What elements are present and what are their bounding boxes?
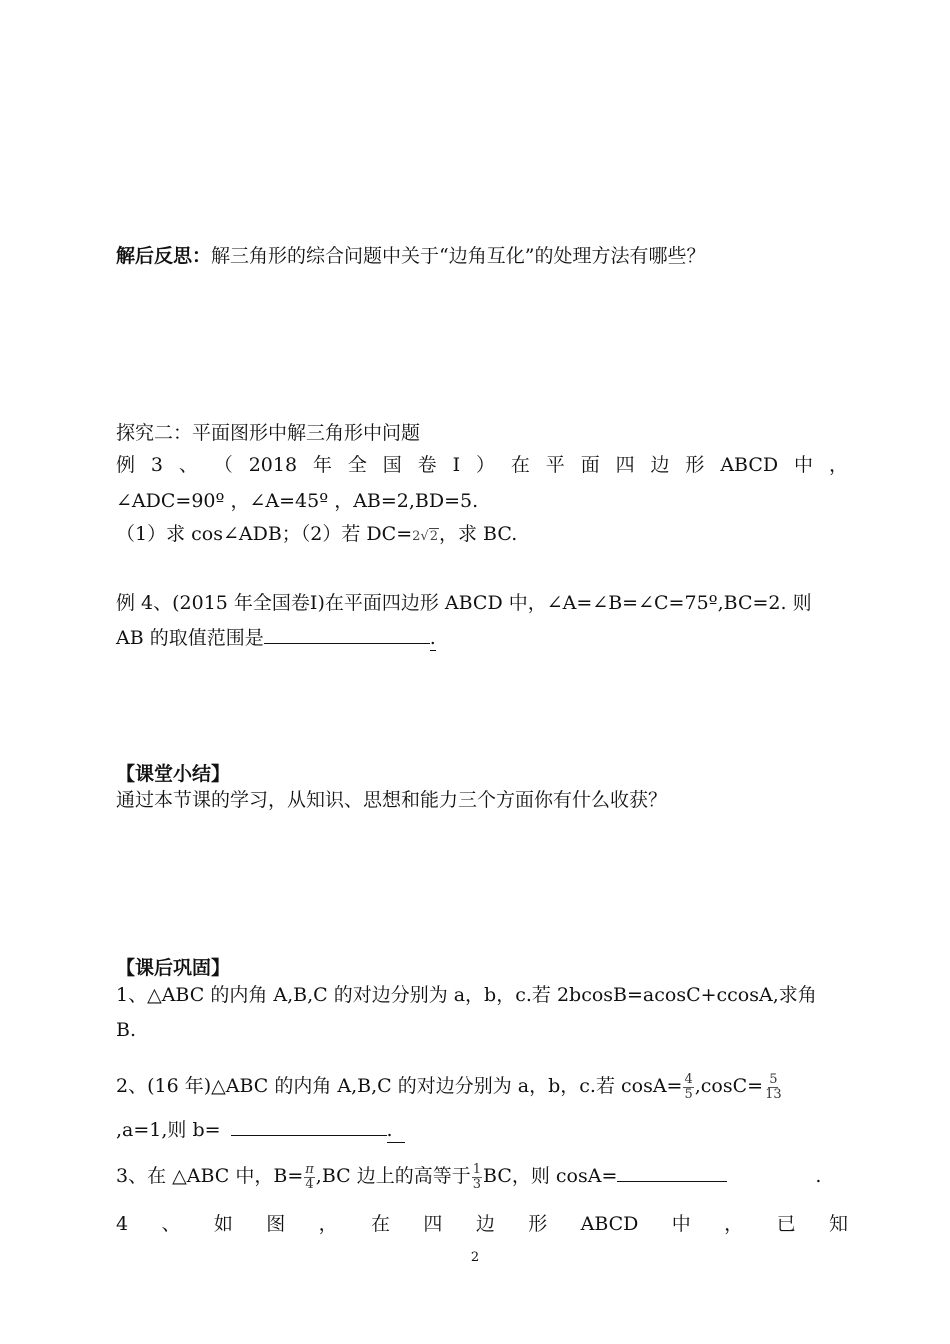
fraction-1-3 xyxy=(472,1163,482,1192)
example4-line2 xyxy=(116,625,436,651)
token: 边 xyxy=(650,454,670,476)
token: （ xyxy=(213,454,233,476)
token: 、 xyxy=(178,454,198,476)
reflection-label: 解后反思： xyxy=(116,245,212,267)
page-number: 2 xyxy=(470,1250,480,1265)
token: 卷 xyxy=(417,454,437,476)
q1-line2: B. xyxy=(116,1019,137,1041)
summary-text: 通过本节课的学习，从知识、思想和能力三个方面你有什么收获？ xyxy=(116,789,668,811)
answer-blank[interactable] xyxy=(231,1117,387,1136)
q3-text-a: 3、在 △ABC 中，B= xyxy=(116,1165,304,1187)
example3-question-part1: （1）求 cos∠ADB；（2）若 DC= xyxy=(116,523,413,545)
sqrt-coefficient: 2 xyxy=(412,529,421,544)
fraction-denominator: 13 xyxy=(765,1086,782,1102)
reflection-line xyxy=(116,244,705,268)
q2-text-b: ,cosC= xyxy=(694,1075,764,1097)
answer-blank[interactable] xyxy=(617,1163,727,1182)
q1-line1: 1、△ABC 的内角 A,B,C 的对边分别为 a，b，c.若 2bcosB=acosC+ccosA,求角 xyxy=(116,984,817,1006)
q2-line2-text: ,a=1,则 b= xyxy=(116,1119,221,1141)
token: ） xyxy=(475,454,495,476)
summary-heading: 【课堂小结】 xyxy=(116,763,231,785)
token: 知 xyxy=(828,1213,848,1235)
fraction-numerator: π xyxy=(305,1161,314,1177)
q2-line2 xyxy=(116,1117,405,1143)
q4-line xyxy=(116,1212,848,1236)
fraction-denominator: 3 xyxy=(472,1176,482,1192)
q3-line xyxy=(116,1155,821,1197)
token: 如 xyxy=(213,1213,233,1235)
example3-line1 xyxy=(116,453,848,477)
token: 形 xyxy=(528,1213,548,1235)
token: ， xyxy=(828,454,848,476)
token: 四 xyxy=(423,1213,443,1235)
example4-period: . xyxy=(429,627,436,649)
fraction-5-13 xyxy=(764,1073,783,1102)
example3-line3 xyxy=(116,522,517,549)
token: 边 xyxy=(475,1213,495,1235)
q2-text-a: 2、(16 年)△ABC 的内角 A,B,C 的对边分别为 a，b，c.若 cosA= xyxy=(116,1075,683,1097)
token: 年 xyxy=(312,454,332,476)
reflection-text: 解三角形的综合问题中关于“边角互化”的处理方法有哪些？ xyxy=(211,245,706,267)
token: ， xyxy=(724,1213,744,1235)
example3-question-part2: ，求 BC. xyxy=(438,523,518,545)
token: Ⅰ xyxy=(452,454,461,476)
example3-line2: ∠ADC=90º ，∠A=45º ，AB=2,BD=5. xyxy=(116,490,479,512)
token: 在 xyxy=(510,454,530,476)
token: 2018 xyxy=(248,454,298,476)
token: ABCD xyxy=(580,1213,639,1235)
fraction-4-5 xyxy=(683,1073,693,1102)
fraction-pi-4 xyxy=(304,1163,315,1192)
token: 已 xyxy=(776,1213,796,1235)
token: ， xyxy=(318,1213,338,1235)
token: 四 xyxy=(615,454,635,476)
example4-line1: 例 4、(2015 年全国卷Ⅰ)在平面四边形 ABCD 中，∠A=∠B=∠C=75º,BC=2. 则 xyxy=(116,592,812,614)
q2-line1 xyxy=(116,1066,784,1106)
fraction-numerator: 5 xyxy=(769,1071,778,1087)
q3-text-c: BC，则 cosA= xyxy=(483,1165,618,1187)
fraction-numerator: 4 xyxy=(684,1071,693,1087)
answer-blank[interactable] xyxy=(264,625,430,644)
fraction-denominator: 5 xyxy=(684,1086,693,1102)
token: 4 xyxy=(116,1213,129,1235)
consolidation-heading: 【课后巩固】 xyxy=(116,957,231,979)
fraction-numerator: 1 xyxy=(472,1161,482,1177)
token: 在 xyxy=(371,1213,391,1235)
token: 中 xyxy=(671,1213,691,1235)
token: 3 xyxy=(150,454,163,476)
token: 图 xyxy=(266,1213,286,1235)
token: 例 xyxy=(116,454,136,476)
q3-text-b: ,BC 边上的高等于 xyxy=(315,1165,471,1187)
token: 面 xyxy=(580,454,600,476)
token: 形 xyxy=(685,454,705,476)
sqrt-radicand: 2 xyxy=(429,529,438,544)
sqrt-expression: 2√2 xyxy=(412,529,438,544)
token: 平 xyxy=(545,454,565,476)
q3-period: . xyxy=(815,1165,822,1187)
token: ABCD xyxy=(720,454,779,476)
q2-period: . xyxy=(387,1118,405,1143)
example4-text: AB 的取值范围是 xyxy=(116,627,264,649)
fraction-denominator: 4 xyxy=(305,1176,314,1192)
token: 中 xyxy=(794,454,814,476)
token: 全 xyxy=(347,454,367,476)
token: 国 xyxy=(382,454,402,476)
token: 、 xyxy=(161,1213,181,1235)
explore2-title: 探究二：平面图形中解三角形中问题 xyxy=(116,422,421,444)
